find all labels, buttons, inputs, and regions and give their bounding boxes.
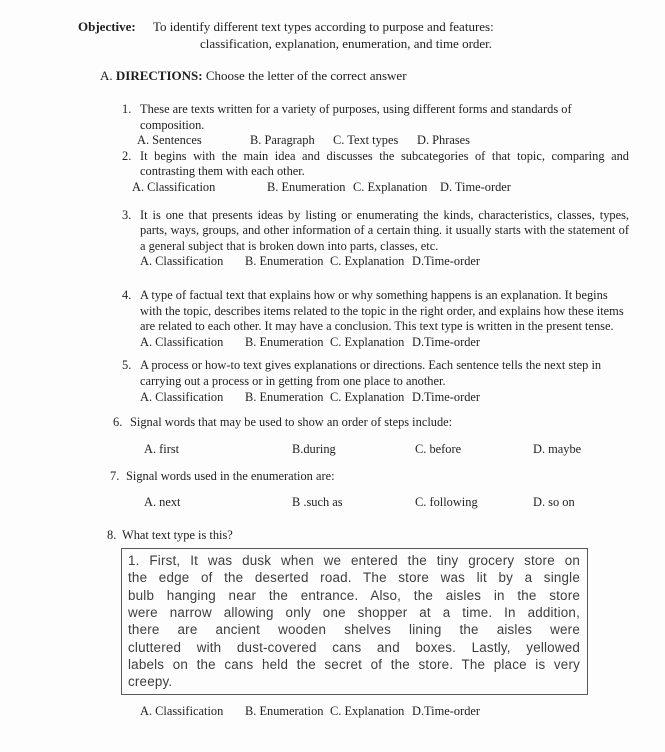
question-7-option-b: B .such as	[292, 494, 343, 509]
directions-text: Choose the letter of the correct answer	[205, 68, 407, 83]
question-6	[113, 415, 665, 459]
directions-block	[100, 68, 665, 84]
question-1-option-c: C. Text types	[333, 133, 399, 148]
question-4-option-a: A. Classification	[140, 334, 224, 349]
question-7-text: Signal words used in the enumeration are:	[126, 469, 335, 484]
question-8-text: What text type is this?	[122, 528, 233, 543]
passage-line-7: labels on the cans held the secret of the store. The place is very	[128, 656, 580, 672]
question-5-number: 5.	[122, 358, 132, 373]
question-7-option-d: D. so on	[533, 494, 575, 509]
passage-line-2: the edge of the deserted road. The store was lit by a single	[128, 570, 580, 586]
question-5-option-a: A. Classification	[140, 389, 224, 404]
question-8-option-c: C. Explanation	[330, 704, 405, 719]
question-3-option-d: D.Time-order	[412, 254, 481, 269]
objective-text	[153, 18, 494, 52]
objective-line-1: To identify different text types according to purpose and features:	[153, 19, 494, 34]
question-3-option-a: A. Classification	[140, 254, 224, 269]
question-1-text: These are texts written for a variety of purposes, using different forms and standards of composition.	[140, 102, 572, 132]
question-8-passage-box	[121, 548, 588, 695]
question-1-option-b: B. Paragraph	[250, 133, 315, 148]
question-2	[122, 149, 665, 196]
passage-line-6: cluttered with dust-covered cans and boxes. Lastly, yellowed	[128, 639, 580, 655]
question-8-option-a: A. Classification	[140, 704, 224, 719]
question-3-options	[140, 254, 629, 270]
question-8-number: 8.	[107, 528, 117, 543]
question-2-option-c: C. Explanation	[353, 179, 428, 194]
question-5-option-b: B. Enumeration	[245, 389, 324, 404]
question-2-option-a: A. Classification	[132, 179, 216, 194]
passage-line-4: were narrow allowing only one shopper at a time. In addition,	[128, 604, 580, 620]
question-8-option-b: B. Enumeration	[245, 704, 324, 719]
question-6-option-d: D. maybe	[533, 441, 582, 456]
question-1-number: 1.	[122, 102, 132, 116]
objective-line-2: classification, explanation, enumeration, and time order.	[200, 36, 493, 51]
question-4-number: 4.	[122, 287, 132, 302]
question-3-option-b: B. Enumeration	[245, 254, 324, 269]
question-1-option-a: A. Sentences	[137, 133, 202, 148]
question-4-text: A type of factual text that explains how or why something happens is an explanation. It begins with the topic, describes items related to the topic in the right order, and explains how these items are related to each other. It may have a conclusion. This text type is written in the present tense.	[140, 287, 624, 334]
question-5-options	[140, 390, 629, 406]
question-5	[122, 358, 665, 405]
objective-label: Objective:	[78, 19, 136, 34]
question-7-option-a: A. next	[144, 494, 181, 509]
question-4-option-d: D.Time-order	[412, 334, 481, 349]
question-2-option-d: D. Time-order	[440, 179, 511, 194]
question-8-option-d: D.Time-order	[412, 704, 481, 719]
passage-line-1: 1. First, It was dusk when we entered the tiny grocery store on	[128, 553, 580, 569]
question-6-option-a: A. first	[144, 441, 180, 456]
question-6-option-b: B.during	[292, 441, 336, 456]
question-4	[122, 288, 665, 350]
question-7-option-c: C. following	[415, 494, 478, 509]
question-2-number: 2.	[122, 148, 132, 163]
question-1	[122, 102, 665, 149]
question-4-option-b: B. Enumeration	[245, 334, 324, 349]
question-3-option-c: C. Explanation	[330, 254, 405, 269]
passage-line-3: bulb hanging near the entrance. Also, the aisles in the store	[128, 587, 580, 603]
question-4-option-c: C. Explanation	[330, 334, 405, 349]
question-5-option-d: D.Time-order	[412, 389, 481, 404]
question-6-options	[144, 442, 619, 458]
question-5-option-c: C. Explanation	[330, 389, 405, 404]
question-1-option-d: D. Phrases	[417, 133, 470, 148]
passage-line-8: creepy.	[128, 674, 173, 690]
question-6-option-c: C. before	[415, 441, 462, 456]
question-8	[107, 528, 665, 720]
question-4-options	[140, 335, 629, 351]
passage-line-5: there are ancient wooden shelves lining the aisles were	[128, 622, 580, 638]
directions-label: DIRECTIONS:	[115, 68, 203, 83]
question-5-text: A process or how-to text gives explanations or directions. Each sentence tells the next step in carrying out a process or in getting from one place to another.	[140, 358, 602, 388]
question-3-text: It is one that presents ideas by listing or enumerating the kinds, characteristics, classes, types, parts, ways, groups, and other information of a certain thing. it usually starts with the statement of a general subject that is broken down into parts, classes, etc.	[140, 207, 629, 253]
question-8-options	[140, 704, 611, 720]
question-7-options	[144, 495, 615, 511]
question-2-options	[132, 180, 629, 196]
question-7	[110, 469, 665, 512]
question-6-number: 6.	[113, 415, 123, 430]
objective-block	[78, 18, 665, 52]
question-1-options	[137, 133, 629, 149]
question-3-number: 3.	[122, 207, 132, 222]
question-3	[122, 208, 665, 270]
question-2-option-b: B. Enumeration	[267, 179, 346, 194]
section-letter: A.	[100, 68, 113, 83]
question-7-number: 7.	[110, 469, 120, 484]
question-2-text: It begins with the main idea and discusses the subcategories of that topic, comparing and contrasting them with each other.	[140, 148, 629, 179]
question-6-text: Signal words that may be used to show an order of steps include:	[130, 415, 453, 430]
